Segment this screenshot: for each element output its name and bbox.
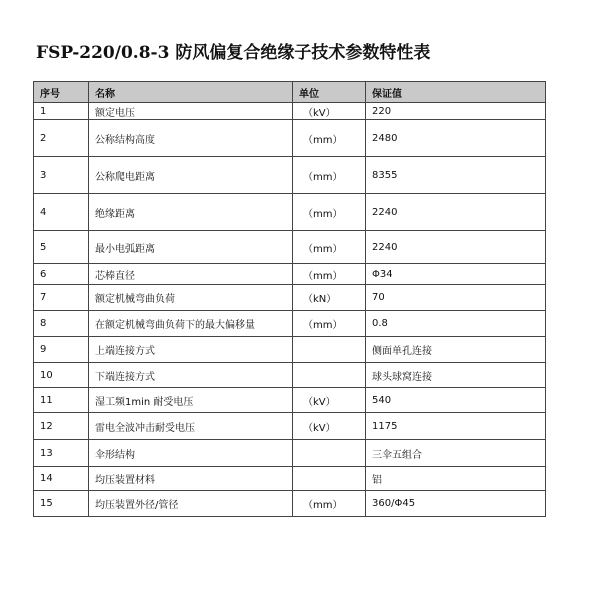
cell-name: 最小电弧距离 (89, 231, 293, 264)
table-row (34, 413, 546, 440)
cell-index: 4 (34, 194, 89, 231)
cell-value: 2240 (366, 231, 546, 264)
cell-name: 公称爬电距离 (89, 157, 293, 194)
cell-index: 5 (34, 231, 89, 264)
table-row (34, 440, 546, 467)
cell-unit: （kV） (293, 103, 366, 120)
table-row (34, 337, 546, 363)
cell-index: 7 (34, 285, 89, 311)
cell-unit: （kV） (293, 388, 366, 413)
cell-name: 芯棒直径 (89, 264, 293, 285)
cell-index: 8 (34, 311, 89, 337)
cell-name: 均压装置外径/管径 (89, 491, 293, 517)
cell-value: 540 (366, 388, 546, 413)
cell-value: 2480 (366, 120, 546, 157)
cell-index: 9 (34, 337, 89, 363)
cell-value: 70 (366, 285, 546, 311)
cell-index: 10 (34, 363, 89, 388)
header-name: 名称 (89, 82, 293, 103)
table-row (34, 194, 546, 231)
cell-value: 8355 (366, 157, 546, 194)
table-row (34, 157, 546, 194)
cell-value: 铝 (366, 467, 546, 491)
cell-name: 额定机械弯曲负荷 (89, 285, 293, 311)
cell-unit (293, 467, 366, 491)
table-header-row (34, 82, 546, 103)
cell-unit (293, 440, 366, 467)
table-row (34, 311, 546, 337)
table-row (34, 103, 546, 120)
cell-index: 2 (34, 120, 89, 157)
table-row (34, 363, 546, 388)
cell-unit: （mm） (293, 120, 366, 157)
cell-index: 12 (34, 413, 89, 440)
cell-value: 2240 (366, 194, 546, 231)
cell-value: 1175 (366, 413, 546, 440)
table-row (34, 491, 546, 517)
cell-value: 0.8 (366, 311, 546, 337)
header-unit: 单位 (293, 82, 366, 103)
cell-name: 下端连接方式 (89, 363, 293, 388)
cell-name: 伞形结构 (89, 440, 293, 467)
cell-value: 球头球窝连接 (366, 363, 546, 388)
page-title: FSP-220/0.8-3 防风偏复合绝缘子技术参数特性表 (36, 43, 431, 63)
cell-unit: （mm） (293, 311, 366, 337)
cell-unit: （mm） (293, 194, 366, 231)
cell-index: 6 (34, 264, 89, 285)
cell-unit: （kV） (293, 413, 366, 440)
cell-name: 均压装置材料 (89, 467, 293, 491)
cell-unit: （mm） (293, 231, 366, 264)
header-index: 序号 (34, 82, 89, 103)
cell-unit: （mm） (293, 491, 366, 517)
cell-unit: （mm） (293, 264, 366, 285)
cell-index: 1 (34, 103, 89, 120)
cell-value: Φ34 (366, 264, 546, 285)
cell-index: 13 (34, 440, 89, 467)
cell-unit (293, 337, 366, 363)
cell-name: 湿工频1min 耐受电压 (89, 388, 293, 413)
table-row (34, 285, 546, 311)
cell-index: 11 (34, 388, 89, 413)
table-row (34, 264, 546, 285)
table-row (34, 120, 546, 157)
table-row (34, 388, 546, 413)
table-row (34, 467, 546, 491)
cell-name: 上端连接方式 (89, 337, 293, 363)
cell-unit: （mm） (293, 157, 366, 194)
cell-index: 14 (34, 467, 89, 491)
cell-name: 公称结构高度 (89, 120, 293, 157)
cell-index: 3 (34, 157, 89, 194)
spec-table (33, 81, 546, 517)
cell-value: 侧面单孔连接 (366, 337, 546, 363)
header-value: 保证值 (366, 82, 546, 103)
cell-index: 15 (34, 491, 89, 517)
cell-name: 在额定机械弯曲负荷下的最大偏移量 (89, 311, 293, 337)
cell-value: 220 (366, 103, 546, 120)
cell-unit (293, 363, 366, 388)
cell-value: 360/Φ45 (366, 491, 546, 517)
cell-value: 三伞五组合 (366, 440, 546, 467)
cell-name: 绝缘距离 (89, 194, 293, 231)
cell-unit: （kN） (293, 285, 366, 311)
table-row (34, 231, 546, 264)
cell-name: 雷电全波冲击耐受电压 (89, 413, 293, 440)
cell-name: 额定电压 (89, 103, 293, 120)
